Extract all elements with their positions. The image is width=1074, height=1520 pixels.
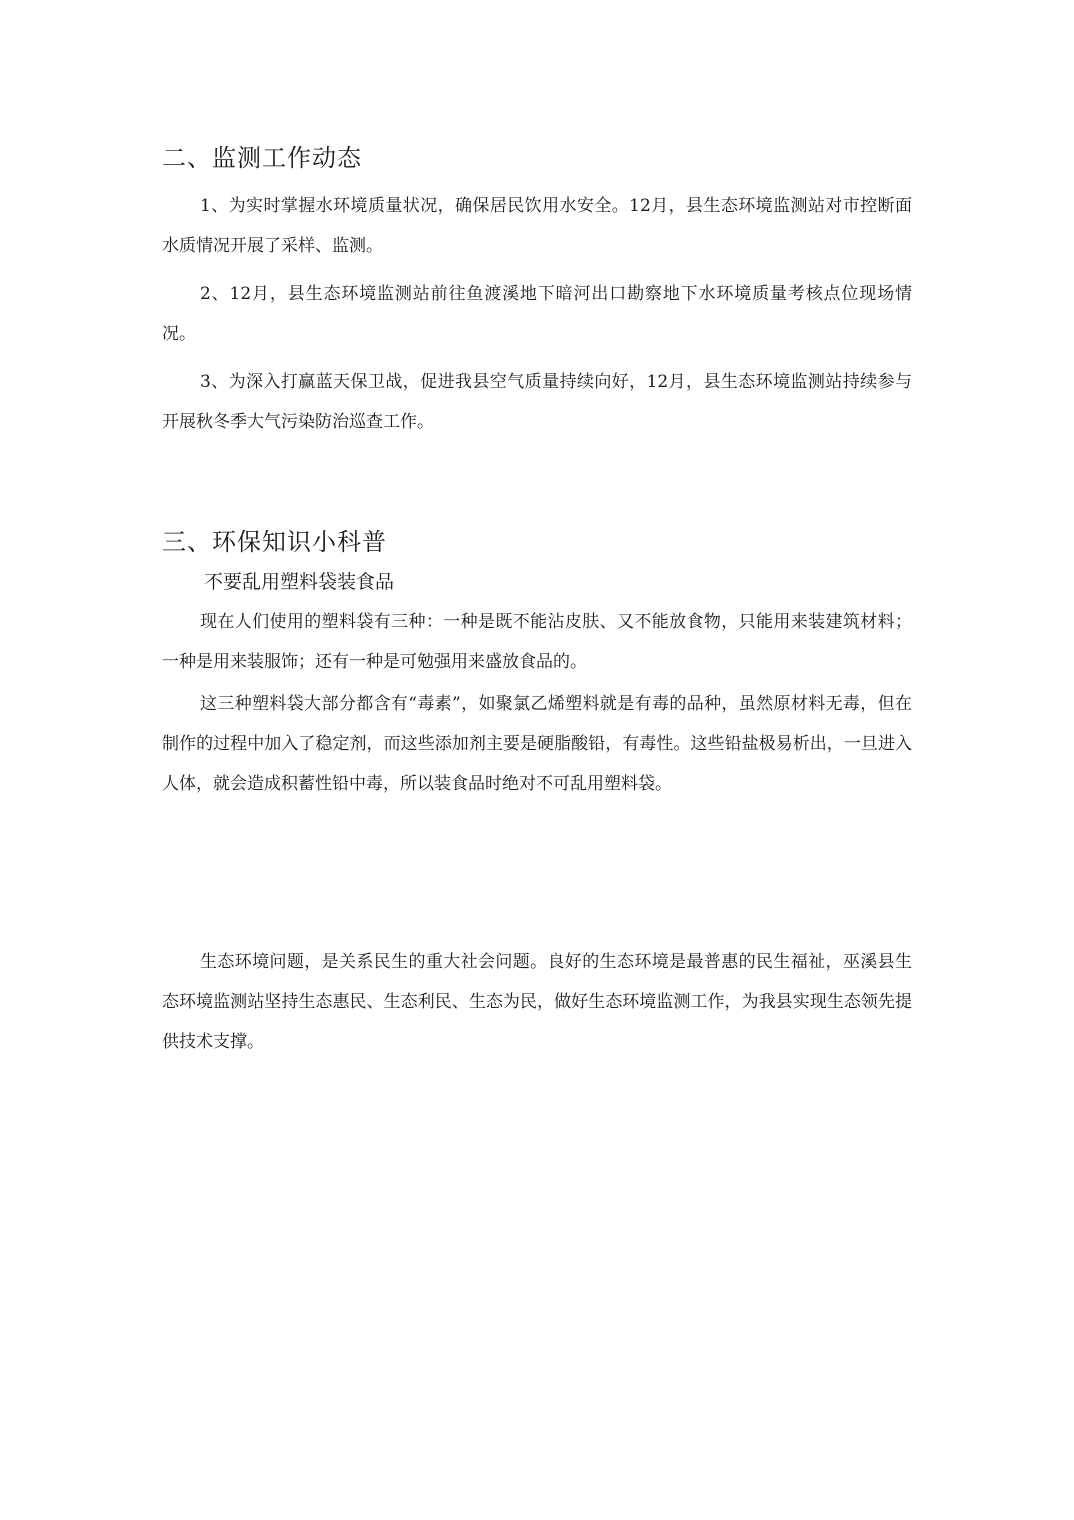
document-body: [162, 140, 912, 1062]
paragraph: 2、12月，县生态环境监测站前往鱼渡溪地下暗河出口勘察地下水环境质量考核点位现场情况。: [162, 284, 912, 344]
paragraph: 这三种塑料袋大部分都含有“毒素”，如聚氯乙烯塑料就是有毒的品种，虽然原材料无毒，但在制作的过程中加入了稳定剂，而这些添加剂主要是硬脂酸铅，有毒性。这些铅盐极易析出，一旦进入人体，就会造成积蓄性铅中毒，所以装食品时绝对不可乱用塑料袋。: [162, 694, 912, 794]
paragraph: 1、为实时掌握水环境质量状况，确保居民饮用水安全。12月，县生态环境监测站对市控断面水质情况开展了采样、监测。: [162, 196, 912, 256]
paragraph: 3、为深入打赢蓝天保卫战，促进我县空气质量持续向好，12月，县生态环境监测站持续参与开展秋冬季大气污染防治巡查工作。: [162, 372, 912, 432]
closing-paragraph: 生态环境问题，是关系民生的重大社会问题。良好的生态环境是最普惠的民生福祉，巫溪县生态环境监测站坚持生态惠民、生态利民、生态为民，做好生态环境监测工作，为我县实现生态领先提供技术支撑。: [162, 952, 912, 1052]
section-monitoring-updates: [162, 140, 912, 442]
section-environmental-knowledge: [162, 524, 912, 804]
section-heading: 三、环保知识小科普: [162, 528, 387, 556]
paragraph: 现在人们使用的塑料袋有三种：一种是既不能沾皮肤、又不能放食物，只能用来装建筑材料；一种是用来装服饰；还有一种是可勉强用来盛放食品的。: [162, 612, 912, 672]
article-subheading: 不要乱用塑料袋装食品: [204, 571, 395, 593]
section-heading: 二、监测工作动态: [162, 144, 362, 172]
